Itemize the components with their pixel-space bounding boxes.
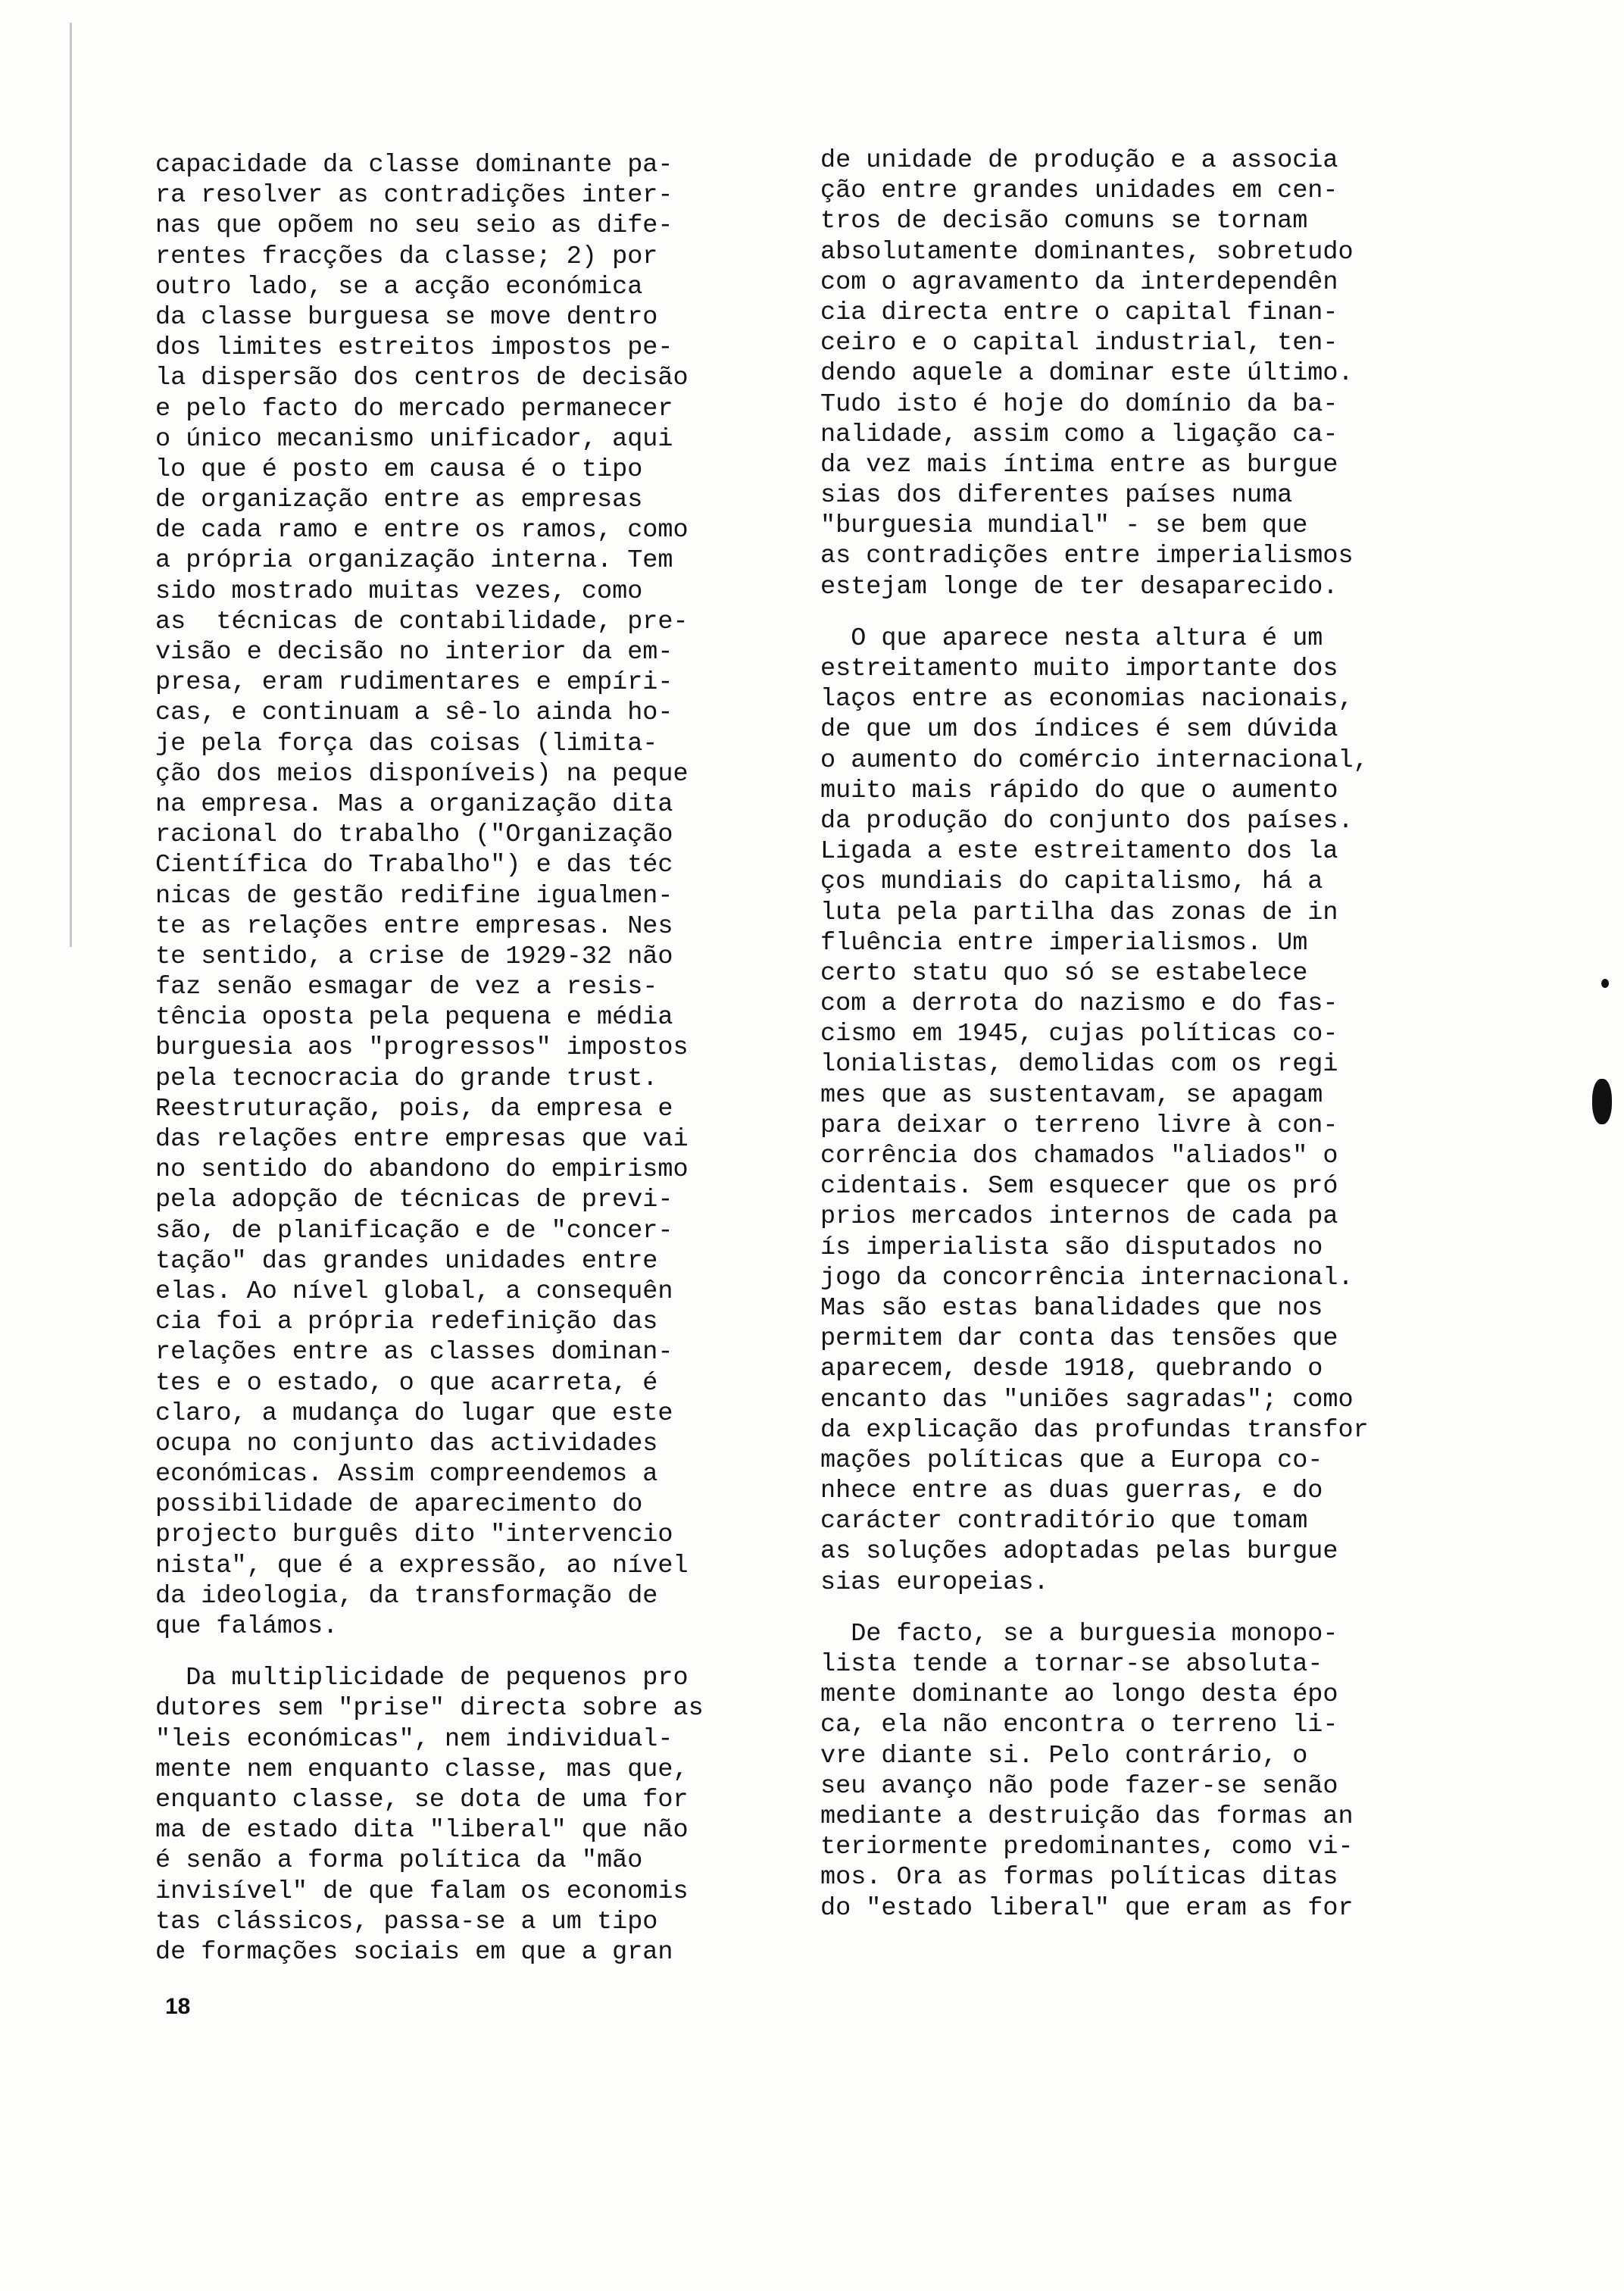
text-line: tros de decisão comuns se tornam [820,207,1308,236]
text-line: encanto das "uniões sagradas"; como [820,1385,1354,1414]
right-column [820,145,1411,1924]
text-line: mediante a destruição das formas an [820,1802,1354,1831]
text-line: de que um dos índices é sem dúvida [820,715,1338,745]
text-line: Da multiplicidade de pequenos pro [155,1664,689,1693]
text-line: do "estado liberal" que eram as for [820,1893,1354,1923]
text-line: das relações entre empresas que vai [155,1125,689,1154]
text-line: tência oposta pela pequena e média [155,1003,673,1033]
text-line: tação" das grandes unidades entre [155,1246,658,1276]
text-line: na empresa. Mas a organização dita [155,789,673,819]
ink-blot [1592,1079,1612,1124]
text-line: nista", que é a expressão, ao nível [155,1551,689,1580]
text-line: claro, a mudança do lugar que este [155,1399,673,1428]
text-line: da explicação das profundas transfor [820,1415,1369,1445]
text-line: enquanto classe, se dota de uma for [155,1785,689,1814]
text-line: da vez mais íntima entre as burgue [820,450,1338,480]
text-line: cismo em 1945, cujas políticas co- [820,1020,1338,1049]
text-line: cas, e continuam a sê-lo ainda ho- [155,699,673,728]
text-line: faz senão esmagar de vez a resis- [155,973,658,1002]
text-line: Ligada a este estreitamento dos la [820,837,1338,867]
text-line: racional do trabalho ("Organização [155,820,673,850]
text-line: rentes fracções da classe; 2) por [155,242,658,271]
text-line: para deixar o terreno livre à con- [820,1111,1338,1140]
text-line: Reestruturação, pois, da empresa e [155,1094,673,1124]
text-line: projecto burguês dito "intervencio [155,1521,673,1550]
text-line: presa, eram rudimentares e empíri- [155,668,673,698]
text-line: tes e o estado, o que acarreta, é [155,1368,658,1398]
text-line: ocupa no conjunto das actividades [155,1429,658,1458]
text-line: ís imperialista são disputados no [820,1233,1323,1262]
scan-margin-rule [70,23,72,947]
text-line: vre diante si. Pelo contrário, o [820,1741,1308,1771]
text-line: nalidade, assim como a ligação ca- [820,420,1338,449]
text-line: sido mostrado muitas vezes, como [155,577,643,606]
text-line: com a derrota do nazismo e do fas- [820,989,1338,1019]
text-line: elas. Ao nível global, a consequên [155,1277,673,1306]
text-line: pela tecnocracia do grande trust. [155,1064,658,1093]
text-line: da ideologia, da transformação de [155,1581,658,1611]
text-line: sias europeias. [820,1567,1049,1597]
text-line: de cada ramo e entre os ramos, como [155,516,689,545]
text-line: carácter contraditório que tomam [820,1507,1308,1536]
text-line: "leis económicas", nem individual- [155,1724,673,1754]
text-line: O que aparece nesta altura é um [820,624,1323,653]
text-line: dendo aquele a dominar este último. [820,359,1354,389]
text-line: económicas. Assim compreendemos a [155,1460,658,1489]
text-line: possibilidade de aparecimento do [155,1490,643,1520]
text-line: Científica do Trabalho") e das téc [155,851,673,880]
text-line: de organização entre as empresas [155,486,643,515]
text-line: visão e decisão no interior da em- [155,638,673,667]
text-line: ceiro e o capital industrial, ten- [820,329,1338,358]
text-line: as soluções adoptadas pelas burgue [820,1537,1338,1567]
text-line: relações entre as classes dominan- [155,1338,673,1367]
text-line: e pelo facto do mercado permanecer [155,394,673,424]
text-line: corrência dos chamados "aliados" o [820,1142,1338,1171]
text-line: te sentido, a crise de 1929-32 não [155,942,673,971]
text-line: pela adopção de técnicas de previ- [155,1186,673,1215]
text-line: no sentido do abandono do empirismo [155,1155,689,1185]
text-line: estreitamento muito importante dos [820,655,1338,683]
text-line: muito mais rápido do que o aumento [820,776,1338,805]
text-line: ma de estado dita "liberal" que não [155,1816,689,1846]
text-line: dutores sem "prise" directa sobre as [155,1694,704,1724]
text-line: ção dos meios disponíveis) na peque [155,759,689,789]
text-line: cidentais. Sem esquecer que os pró [820,1172,1338,1202]
text-line: capacidade da classe dominante pa- [155,151,673,180]
text-line: prios mercados internos de cada pa [820,1202,1338,1232]
text-line: lista tende a tornar-se absoluta- [820,1650,1323,1679]
text-line: "burguesia mundial" - se bem que [820,511,1308,541]
text-line: absolutamente dominantes, sobretudo [820,237,1354,267]
text-line: tas clássicos, passa-se a um tipo [155,1907,658,1936]
text-line: ra resolver as contradições inter- [155,181,673,211]
text-line: nicas de gestão redifine igualmen- [155,881,673,911]
text-line: que falámos. [155,1612,339,1641]
text-line: aparecem, desde 1918, quebrando o [820,1355,1323,1384]
text-line: lonialistas, demolidas com os regi [820,1050,1338,1080]
text-line: seu avanço não pode fazer-se senão [820,1771,1338,1801]
text-line: invisível" de que falam os economis [155,1877,689,1906]
text-line: cia directa entre o capital finan- [820,298,1338,327]
text-line: nhece entre as duas guerras, e do [820,1477,1323,1506]
text-line: De facto, se a burguesia monopo- [820,1619,1338,1649]
text-line: estejam longe de ter desaparecido. [820,572,1338,602]
text-line: a própria organização interna. Tem [155,546,673,576]
text-line: o único mecanismo unificador, aqui [155,424,673,454]
text-line: luta pela partilha das zonas de in [820,898,1338,927]
text-line: as contradições entre imperialismos [820,542,1354,571]
text-line: laços entre as economias nacionais, [820,685,1354,714]
text-line: jogo da concorrência internacional. [820,1263,1354,1292]
text-line: sias dos diferentes países numa [820,481,1293,511]
ink-speck [1601,979,1609,988]
paragraph-gap [820,602,1411,624]
text-line: mente nem enquanto classe, mas que, [155,1755,689,1784]
text-line: as técnicas de contabilidade, pre- [155,607,689,636]
text-line: permitem dar conta das tensões que [820,1324,1338,1354]
text-line: ços mundiais do capitalismo, há a [820,867,1323,897]
text-line: Tudo isto é hoje do domínio da ba- [820,389,1338,419]
text-line: mações políticas que a Europa co- [820,1446,1323,1475]
text-line: cia foi a própria redefinição das [155,1308,658,1337]
text-line: mos. Ora as formas políticas ditas [820,1863,1338,1892]
text-line: da produção do conjunto dos países. [820,806,1354,836]
paragraph-gap [820,1598,1411,1619]
text-line: mente dominante ao longo desta épo [820,1680,1338,1710]
text-line: com o agravamento da interdependên [820,267,1338,297]
text-line: da classe burguesa se move dentro [155,302,658,332]
text-line: outro lado, se a acção económica [155,272,643,302]
text-line: mes que as sustentavam, se apagam [820,1080,1323,1110]
text-line: certo statu quo só se estabelece [820,958,1308,988]
left-column [155,150,739,1968]
text-line: nas que opõem no seu seio as dife- [155,211,673,241]
text-line: la dispersão dos centros de decisão [155,364,689,393]
text-line: é senão a forma política da "mão [155,1846,643,1876]
page-number: 18 [165,1994,191,2019]
text-line: teriormente predominantes, como vi- [820,1833,1354,1862]
text-line: ção entre grandes unidades em cen- [820,177,1338,206]
text-line: de unidade de produção e a associa [820,146,1338,175]
text-line: burguesia aos "progressos" impostos [155,1033,689,1063]
text-line: dos limites estreitos impostos pe- [155,333,673,363]
text-line: Mas são estas banalidades que nos [820,1293,1323,1323]
text-line: ca, ela não encontra o terreno li- [820,1711,1338,1740]
text-line: são, de planificação e de "concer- [155,1216,673,1246]
text-line: de formações sociais em que a gran [155,1937,673,1967]
text-line: o aumento do comércio internacional, [820,745,1369,775]
paragraph-gap [155,1642,739,1663]
text-line: lo que é posto em causa é o tipo [155,455,643,484]
text-line: te as relações entre empresas. Nes [155,911,673,941]
text-line: fluência entre imperialismos. Um [820,928,1308,958]
text-line: je pela força das coisas (limita- [155,729,658,758]
